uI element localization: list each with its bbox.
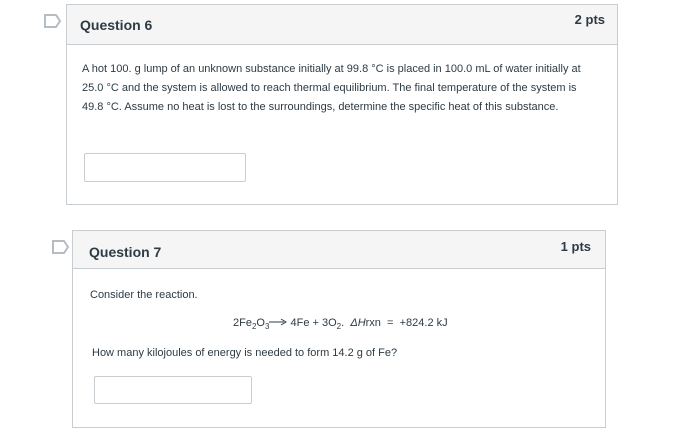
equation-period: . <box>341 317 345 329</box>
question-7-card <box>72 230 606 428</box>
question-7-header <box>73 231 605 269</box>
reactant-fe-subscript: 2 <box>251 322 257 332</box>
equals-sign: = <box>387 317 394 329</box>
product-subscript: 2 <box>336 322 342 332</box>
flag-question-6-icon[interactable] <box>44 14 62 28</box>
question-6-title: Question 6 <box>80 17 153 33</box>
question-6-header <box>67 5 617 45</box>
reactant-o-subscript: 3 <box>264 322 270 332</box>
reactant-fe: 2Fe <box>233 317 252 329</box>
reactant-o: O <box>256 317 265 329</box>
question-7-intro: Consider the reaction. <box>90 289 198 301</box>
reaction-equation <box>233 317 448 331</box>
delta-h-symbol: ΔH <box>350 317 366 329</box>
products: 4Fe + 3O <box>290 317 337 329</box>
question-6-answer-input[interactable] <box>84 153 246 182</box>
question-6-card <box>66 4 618 205</box>
question-7-question: How many kilojoules of energy is needed to form 14.2 g of Fe? <box>92 347 398 359</box>
rxn-label: rxn <box>365 317 381 329</box>
reaction-arrow-icon <box>269 317 287 329</box>
question-6-points: 2 pts <box>574 12 605 27</box>
question-7-title: Question 7 <box>89 244 162 260</box>
question-7-answer-input[interactable] <box>94 376 252 404</box>
question-6-text: A hot 100. g lump of an unknown substance initially at 99.8 °C is placed in 100.0 mL of water initially at 25.0 °C and the system is allowed to reach thermal equilibrium. The final temperature of the system is 49.8 °C. Assume no heat is lost to the surroundings, determine the specific heat of this substance. <box>82 63 581 113</box>
enthalpy-value: +824.2 kJ <box>399 317 448 329</box>
question-7-points: 1 pts <box>560 239 591 254</box>
flag-question-7-icon[interactable] <box>52 240 70 254</box>
